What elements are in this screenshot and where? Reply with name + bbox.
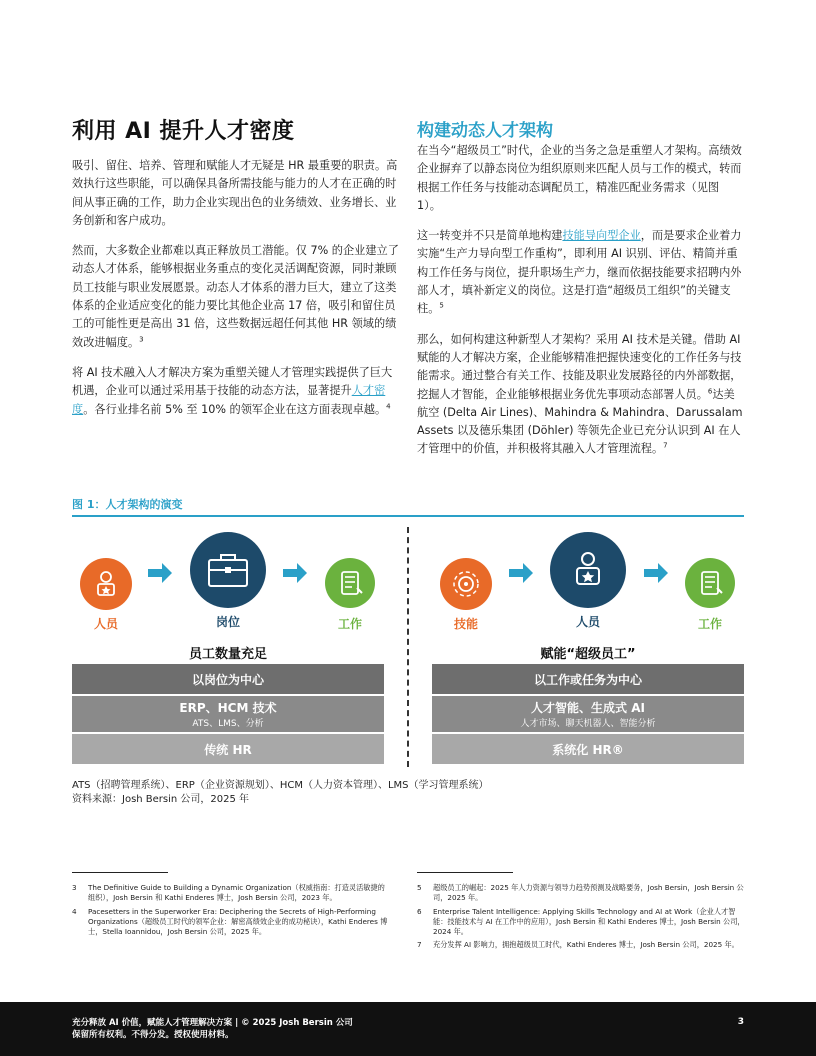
footnote-ref-7[interactable]: 7: [663, 441, 668, 450]
footnote-4: 4 Pacesetters in the Superworker Era: Deciphering the Secrets of High-Performing Organizations（超级员工时代的领军企业：解密高绩效企业的成功秘诀），Kathi Enderes 博士，Stella Ioannidou，Josh Bersin 公司，2025 年。: [72, 907, 388, 936]
page-number: 3: [737, 1017, 744, 1027]
skills-based-org-link[interactable]: 技能导向型企业: [562, 229, 641, 243]
arrow-icon: [146, 562, 174, 584]
right-paragraph-1: 在当今“超级员工”时代，企业的当务之急是重塑人才架构。高绩效企业摒弃了以静态岗位为组织原则来匹配人员与工作的模式，转而根据工作任务与技能动态调配员工，精准匹配业务需求（见图 1）。: [417, 144, 742, 212]
right-bar-talent-intelligence: 人才智能、生成式 AI 人才市场、聊天机器人、智能分析: [432, 696, 744, 732]
right-diagram-subtitle: 赋能“超级员工”: [540, 647, 636, 662]
footer-rights: 保留所有权利。不得分发。授权使用材料。: [72, 1030, 234, 1040]
left-bar-traditional-hr: 传统 HR: [72, 734, 384, 764]
people-icon: [80, 558, 132, 610]
footnote-ref-3[interactable]: 3: [139, 334, 144, 343]
footnote-ref-6[interactable]: 6: [707, 386, 713, 395]
briefcase-icon: [190, 532, 266, 608]
section-title-dynamic-architecture: 构建动态人才架构: [417, 121, 553, 141]
figure-divider: [407, 527, 409, 767]
arrow-icon: [642, 562, 670, 584]
left-bar-job-centric: 以岗位为中心: [72, 664, 384, 694]
figure-rule: [72, 515, 744, 517]
talent-density-link[interactable]: 人才密度: [72, 384, 386, 416]
right-bar-work-centric: 以工作或任务为中心: [432, 664, 744, 694]
footnote-rule-right: [417, 872, 513, 873]
left-paragraph-2: 然而，大多数企业都难以真正释放员工潜能。仅 7% 的企业建立了动态人才体系，能够根据业务重点的变化灵活调配资源，同时兼顾员工技能与职业发展愿景。动态人才体系的潜力巨大，建立了这类体系的企业适应变化的能力要比其他企业高 17 倍，吸引和留住员工的可能性更是高出 31 倍，这些数据远超任何其他 HR 领域的绩效改进幅度。$^3$: [72, 244, 399, 349]
footnote-rule-left: [72, 872, 168, 873]
left-column-body: [72, 157, 402, 431]
left-diagram-subtitle: 员工数量充足: [188, 647, 267, 662]
label-position: 岗位: [215, 615, 240, 629]
right-column-body: [417, 142, 745, 471]
footer-title: 充分释放 AI 价值，赋能人才管理解决方案 | © 2025 Josh Bersin 公司: [72, 1018, 353, 1028]
right-paragraph-3: 那么，如何构建这种新型人才架构？采用 AI 技术是关键。借助 AI 赋能的人才解决方案，企业能够精准把握快速变化的工作任务与技能需求。通过整合有关工作、技能及职业发展路径的内外部数据，挖掘人才智能，企业能够根据业务优先事项动态部署人员。$^6$达美航空 (Delta Air Lines)、Mahindra & Mahindra、Darussalam Assets 以及德乐集团 (Döhler) 等领先企业已充分认识到 AI 在人才管理中的价值，并积极将其融入人才管理流程。$^7$: [417, 332, 743, 456]
footnote-ref-5[interactable]: 5: [439, 301, 444, 310]
footer-text: [72, 1017, 353, 1041]
left-bar-erp-hcm: ERP、HCM 技术 ATS、LMS、分析: [72, 696, 384, 732]
footnote-6: 6 Enterprise Talent Intelligence: Applying Skills Technology and AI at Work（企业人才智能：技能技术与 AI 在工作中的应用），Josh Bersin 和 Kathi Enderes 博士，Josh Bersin 公司，2024 年。: [417, 907, 745, 936]
label-people-right: 人员: [575, 615, 600, 629]
abbreviation-legend: ATS（招聘管理系统）、ERP（企业资源规划）、HCM（人力资本管理）、LMS（学习管理系统）: [72, 780, 489, 791]
figure-source: 资料来源：Josh Bersin 公司，2025 年: [72, 794, 250, 805]
footnote-7: 7 充分发挥 AI 影响力，拥抱超级员工时代，Kathi Enderes 博士，Josh Bersin 公司，2025 年。: [417, 940, 739, 949]
right-paragraph-2: 这一转变并不只是简单地构建技能导向型企业，而是要求企业着力实施“生产力导向型工作重构”，即利用 AI 识别、评估、精简并重构工作任务与岗位，提升职场生产力，继而依据技能要求招聘内外部人才，填补新定义的岗位。这是打造“超级员工组织”的关键支柱。$^5$: [417, 229, 742, 316]
work-tools-icon: [325, 558, 375, 608]
arrow-icon: [507, 562, 535, 584]
footnote-3: 3 The Definitive Guide to Building a Dynamic Organization（权威指南：打造灵活敏捷的组织），Josh Bersin 和 Kathi Enderes 博士，Josh Bersin 公司，2023 年。: [72, 883, 385, 902]
footnote-5: 5 超级员工的崛起：2025 年人力资源与领导力趋势预测及战略要务，Josh Bersin，Josh Bersin 公司，2025 年。: [417, 883, 744, 902]
work-tools-icon: [685, 558, 735, 608]
left-paragraph-3: 将 AI 技术融入人才解决方案为重塑关键人才管理实践提供了巨大机遇，企业可以通过采用基于技能的动态方法，显著提升人才密度。各行业排名前 5% 至 10% 的领军企业在这方面表现卓越。$^4$: [72, 365, 393, 416]
page-footer: [0, 1002, 816, 1056]
label-work-left: 工作: [337, 617, 362, 631]
label-people-left: 人员: [93, 617, 118, 631]
footnote-ref-4[interactable]: 4: [386, 401, 391, 410]
person-star-icon: [550, 532, 626, 608]
section-title-talent-density: 利用 AI 提升人才密度: [72, 119, 295, 144]
figure-legend: [72, 779, 489, 807]
left-paragraph-1: 吸引、留住、培养、管理和赋能人才无疑是 HR 最重要的职责。高效执行这些职能，可以确保具备所需技能与能力的人才在正确的时间从事正确的工作，助力企业实现出色的业务绩效、业务增长、业务创新和客户成功。: [72, 159, 398, 227]
label-work-right: 工作: [697, 617, 722, 631]
figure-caption: 图 1：人才架构的演变: [72, 498, 183, 511]
right-bar-systemic-hr: 系统化 HR®: [432, 734, 744, 764]
skills-gear-icon: [440, 558, 492, 610]
label-skills: 技能: [453, 617, 478, 631]
arrow-icon: [281, 562, 309, 584]
